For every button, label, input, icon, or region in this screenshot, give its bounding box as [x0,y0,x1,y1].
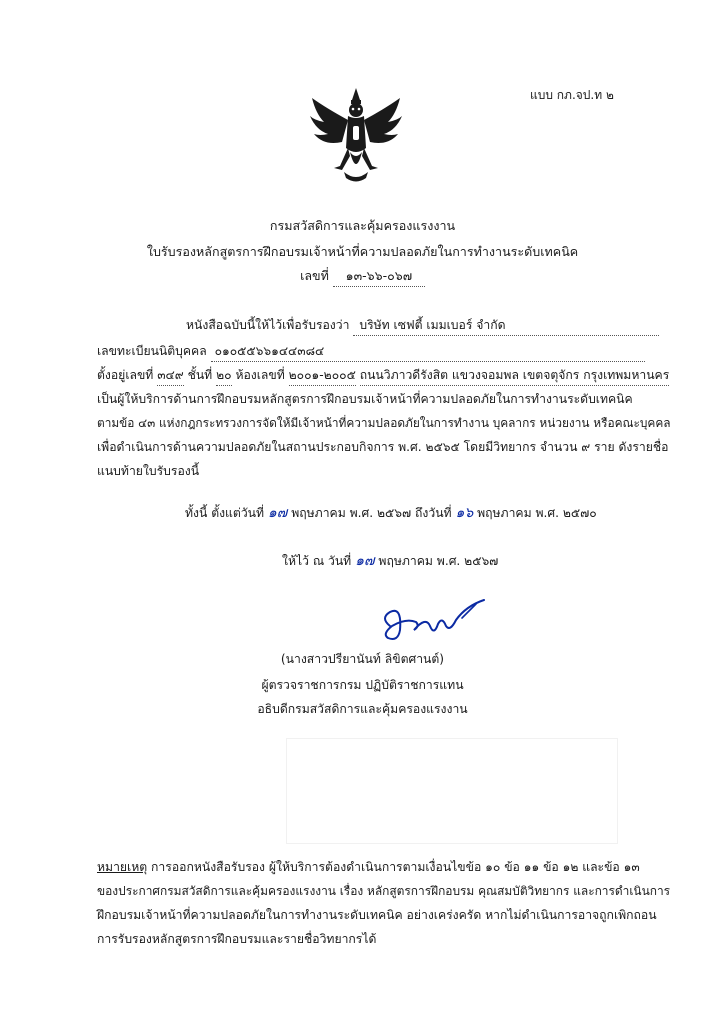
note-line: ฝึกอบรมเจ้าหน้าที่ความปลอดภัยในการทำงานระดับเทคนิค อย่างเคร่งครัด หากไม่ดำเนินการอาจถูกเพิกถอน [97,908,657,922]
number-value: ๑๓-๖๖-๐๖๗ [333,266,425,287]
address-street: ถนนวิภาวดีรังสิต แขวงจอมพล เขตจตุจักร กรุงเทพมหานคร [360,366,670,386]
body-line: เพื่อดำเนินการด้านความปลอดภัยในสถานประกอบกิจการ พ.ศ. ๒๕๖๕ โดยมีวิทยากร จำนวน ๙ ราย ดังรายชื่อ [97,440,669,454]
signer-position: ผู้ตรวจราชการกรม ปฏิบัติราชการแทน [261,678,464,692]
certify-label: หนังสือฉบับนี้ให้ไว้เพื่อรับรองว่า [186,318,350,332]
body-line: เป็นผู้ให้บริการด้านการฝึกอบรมหลักสูตรการฝึกอบรมเจ้าหน้าที่ความปลอดภัยในการทำงานระดับเทคนิค [97,392,633,406]
company-name: บริษัท เซฟตี้ เมมเบอร์ จำกัด [353,316,659,336]
body-line: ตามข้อ ๔๓ แห่งกฎกระทรวงการจัดให้มีเจ้าหน้าที่ความปลอดภัยในการทำงาน บุคลากร หน่วยงาน หรือคณะบุคคล [97,416,671,430]
note-line: การรับรองหลักสูตรการฝึกอบรมและรายชื่อวิทยากรได้ [97,932,377,946]
address-line [97,366,669,386]
note-line: ของประกาศกรมสวัสดิการและคุ้มครองแรงงาน เรื่อง หลักสูตรการฝึกอบรม คุณสมบัติวิทยากร และการดำเนินการ [97,884,671,898]
validity-end-day: ๑๖ [455,505,474,521]
number-label: เลขที่ [300,268,329,283]
registration-label: เลขทะเบียนนิติบุคคล [97,344,207,358]
certify-line [186,316,659,336]
address-label-floor: ชั้นที่ [187,368,213,382]
certificate-title: ใบรับรองหลักสูตรการฝึกอบรมเจ้าหน้าที่ความปลอดภัยในการทำงานระดับเทคนิค [146,244,579,259]
validity-prefix: ทั้งนี้ ตั้งแต่วันที่ [185,506,265,520]
issued-line [282,550,498,572]
form-code: แบบ กภ.จป.ท ๒ [530,88,614,102]
garuda-emblem-icon [306,86,406,186]
body-line: แนบท้ายใบรับรองนี้ [97,464,200,478]
address-floor: ๒๐ [216,366,231,386]
signer-title: อธิบดีกรมสวัสดิการและคุ้มครองแรงงาน [257,702,468,716]
signer-name: (นางสาวปรียานันท์ ลิขิตศานต์) [280,652,445,666]
validity-line [185,502,597,524]
validity-start-day: ๑๗ [267,505,288,521]
registration-value: ๐๑๐๕๕๖๖๑๔๔๓๘๔ [211,342,645,362]
note-label: หมายเหตุ [97,860,148,874]
issued-prefix: ให้ไว้ ณ วันที่ [282,554,352,568]
department-title: กรมสวัสดิการและคุ้มครองแรงงาน [269,218,456,233]
bleed-through-mark [286,738,618,844]
validity-end-rest: พฤษภาคม พ.ศ. ๒๕๗๐ [477,506,597,520]
address-label-room: ห้องเลขที่ [235,368,285,382]
note-line [97,858,640,877]
signature [376,596,496,648]
note-text: การออกหนังสือรับรอง ผู้ให้บริการต้องดำเนินการตามเงื่อนไขข้อ ๑๐ ข้อ ๑๑ ข้อ ๑๒ และข้อ ๑๓ [151,860,640,874]
address-label-no: ตั้งอยู่เลขที่ [97,368,154,382]
validity-start-rest: พฤษภาคม พ.ศ. ๒๕๖๗ ถึงวันที่ [291,506,452,520]
address-no: ๓๔๙ [157,366,183,386]
issued-day: ๑๗ [355,553,375,569]
issued-rest: พฤษภาคม พ.ศ. ๒๕๖๗ [378,554,499,568]
registration-line [97,342,645,362]
certificate-number [0,266,725,287]
address-room: ๒๐๐๑-๒๐๐๕ [289,366,356,386]
